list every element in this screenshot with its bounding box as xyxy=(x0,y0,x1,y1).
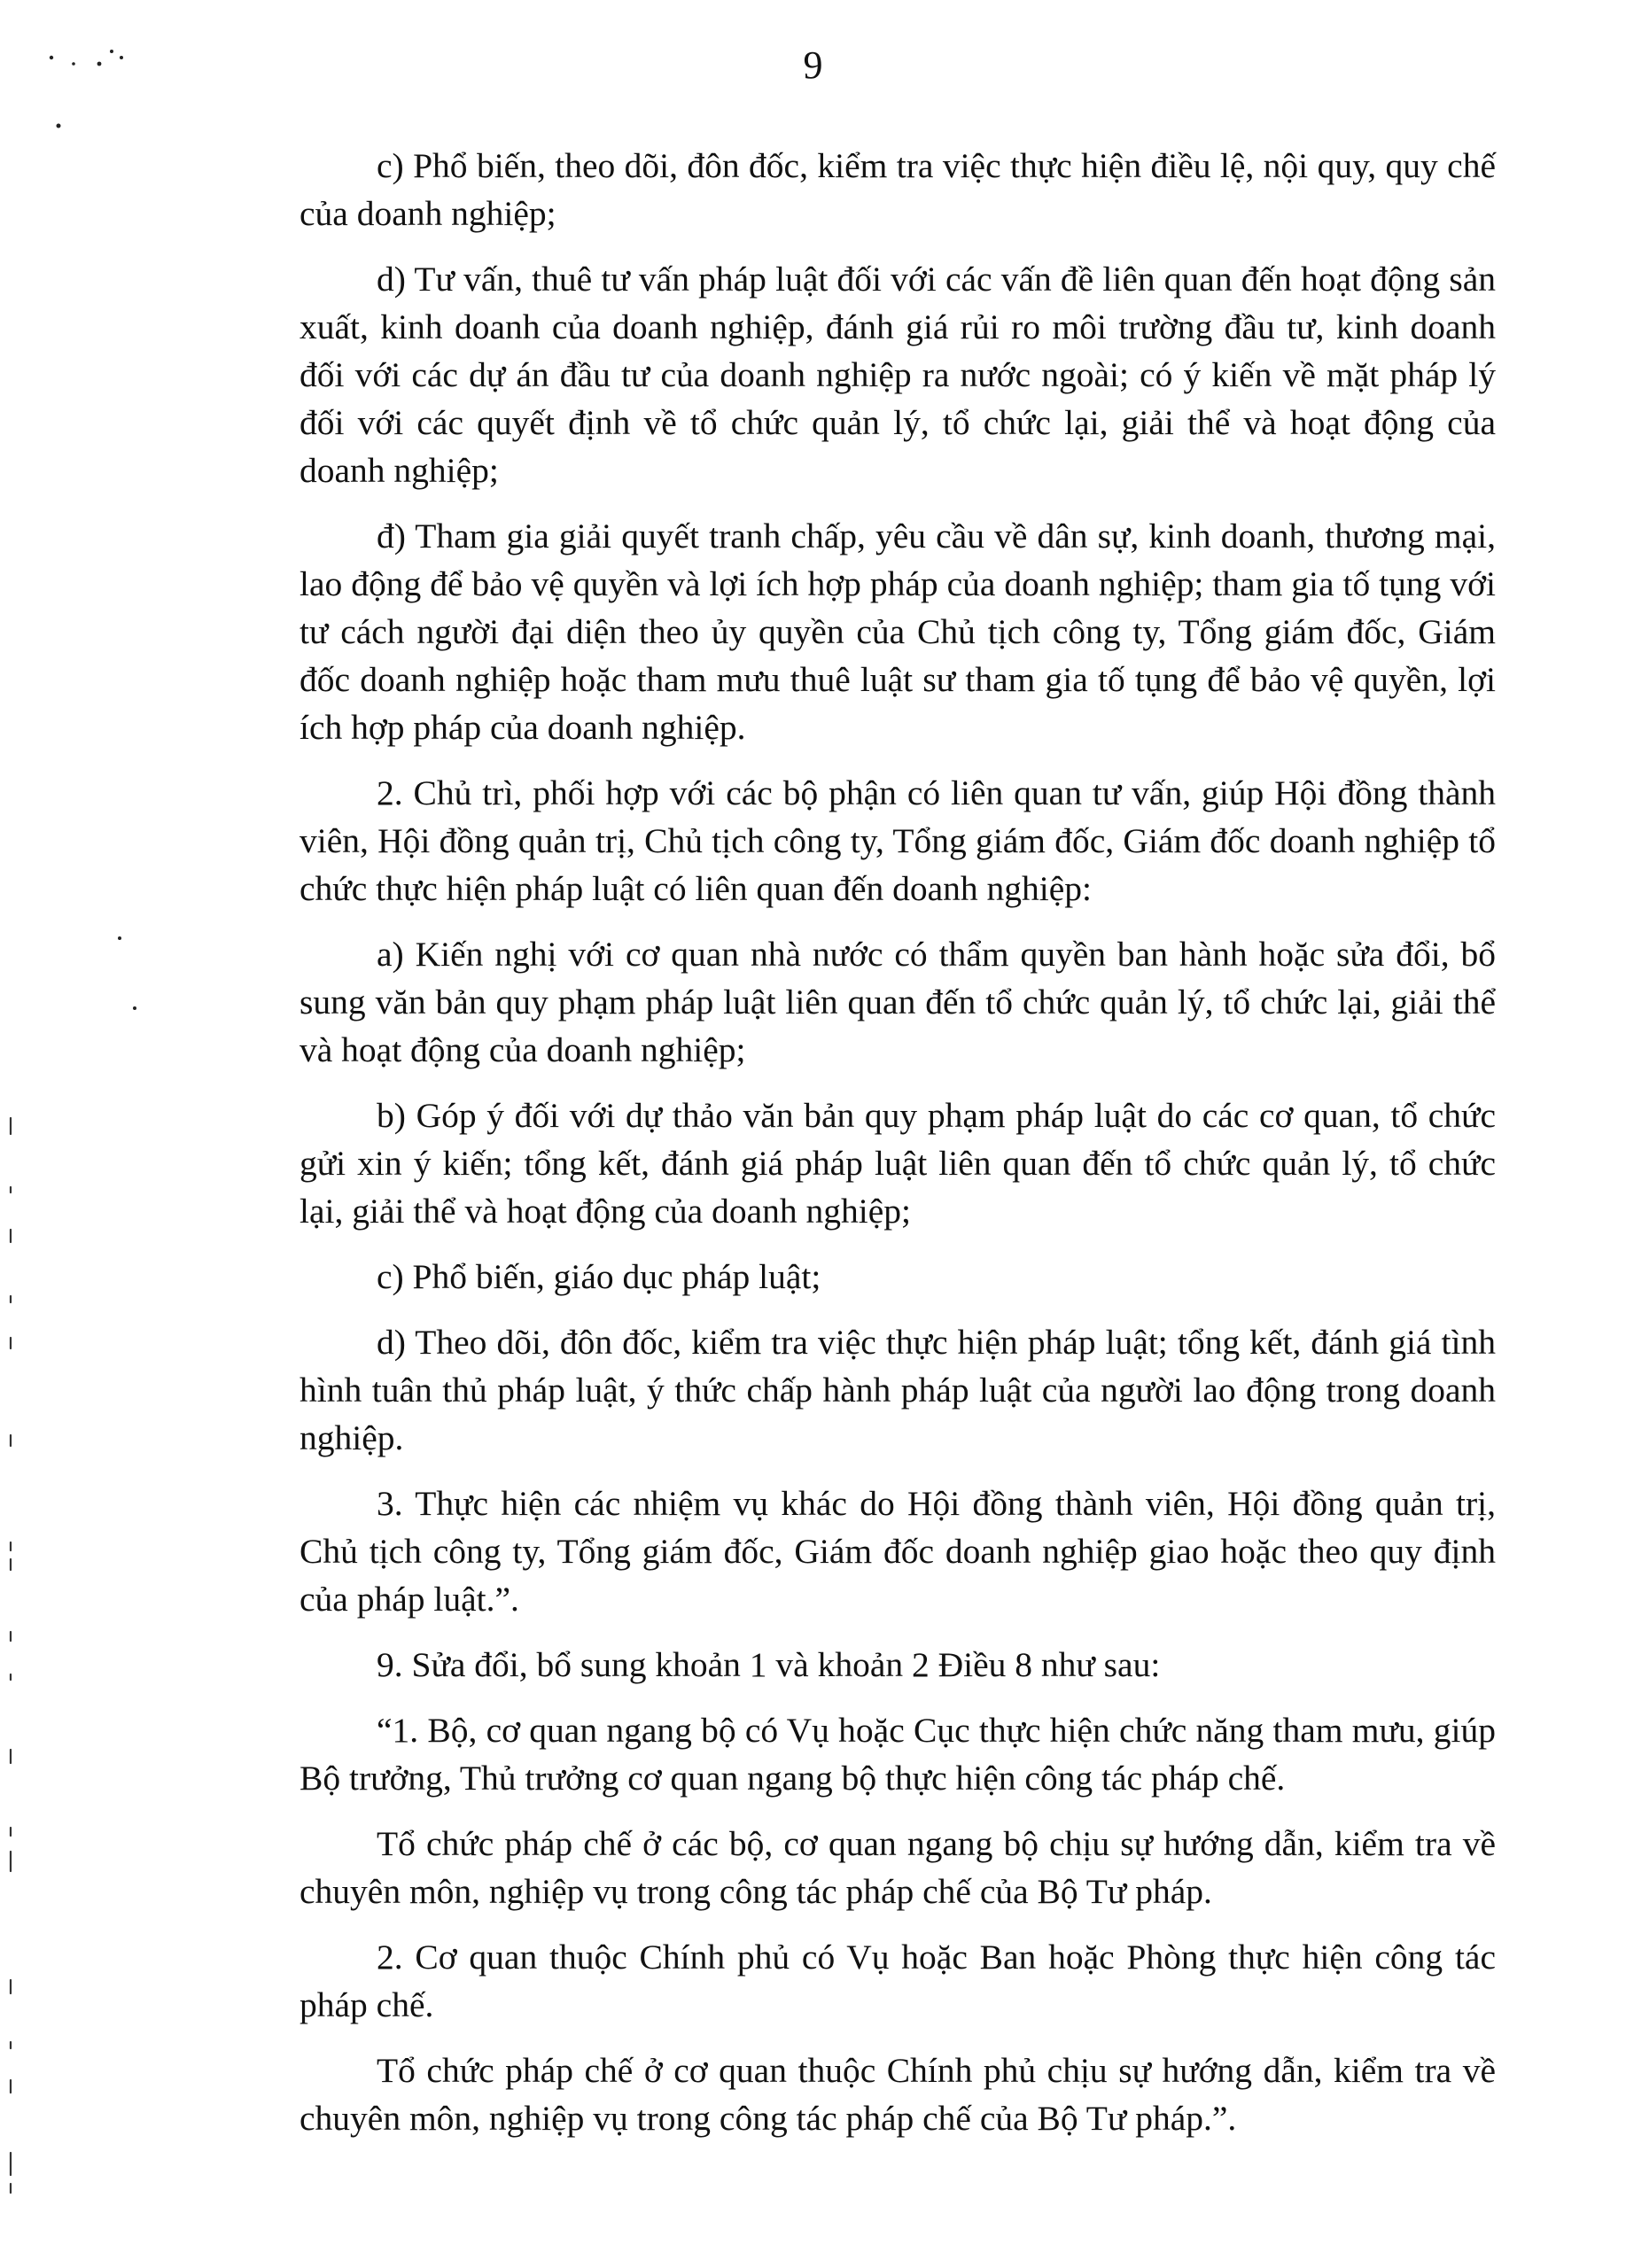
paragraph-2d: d) Theo dõi, đôn đốc, kiểm tra việc thực hiện pháp luật; tổng kết, đánh giá tình hình tuân thủ pháp luật, ý thức chấp hành pháp luật của người lao động trong doanh nghiệp. xyxy=(300,1323,1496,1457)
paragraph-2c: c) Phổ biến, giáo dục pháp luật; xyxy=(377,1257,821,1296)
paragraph-1d: d) Tư vấn, thuê tư vấn pháp luật đối với các vấn đề liên quan đến hoạt động sản xuất, kinh doanh của doanh nghiệp, đánh giá rủi ro môi trường đầu tư, kinh doanh đối với các dự án đầu tư của doanh nghiệp ra nước ngoài; có ý kiến về mặt pháp lý đối với các quyết định về tổ chức quản lý, tổ chức lại, giải thể và hoạt động của doanh nghiệp; xyxy=(300,260,1496,490)
paragraph-khoan-2-org: Tổ chức pháp chế ở cơ quan thuộc Chính phủ chịu sự hướng dẫn, kiểm tra về chuyên môn, nghiệp vụ trong công tác pháp chế của Bộ Tư pháp.”. xyxy=(300,2051,1496,2138)
paragraph-1dd: đ) Tham gia giải quyết tranh chấp, yêu cầu về dân sự, kinh doanh, thương mại, lao động để bảo vệ quyền và lợi ích hợp pháp của doanh nghiệp; tham gia tố tụng với tư cách người đại diện theo ủy quyền của Chủ tịch công ty, Tổng giám đốc, Giám đốc doanh nghiệp hoặc tham mưu thuê luật sư tham gia tố tụng để bảo vệ quyền, lợi ích hợp pháp của doanh nghiệp. xyxy=(300,517,1496,747)
paragraph-2: 2. Chủ trì, phối hợp với các bộ phận có liên quan tư vấn, giúp Hội đồng thành viên, Hội đồng quản trị, Chủ tịch công ty, Tổng giám đốc, Giám đốc doanh nghiệp tổ chức thực hiện pháp luật có liên quan đến doanh nghiệp: xyxy=(300,773,1496,908)
document-body xyxy=(300,142,1496,2160)
page-number: 9 xyxy=(803,43,823,87)
paragraph-2a: a) Kiến nghị với cơ quan nhà nước có thẩm quyền ban hành hoặc sửa đổi, bổ sung văn bản quy phạm pháp luật liên quan đến tổ chức quản lý, tổ chức lại, giải thể và hoạt động của doanh nghiệp; xyxy=(300,935,1496,1069)
paragraph-khoan-1-org: Tổ chức pháp chế ở các bộ, cơ quan ngang bộ chịu sự hướng dẫn, kiểm tra về chuyên môn, nghiệp vụ trong công tác pháp chế của Bộ Tư pháp. xyxy=(300,1824,1496,1911)
paragraph-amend-9: 9. Sửa đổi, bổ sung khoản 1 và khoản 2 Điều 8 như sau: xyxy=(377,1645,1161,1684)
paragraph-3: 3. Thực hiện các nhiệm vụ khác do Hội đồng thành viên, Hội đồng quản trị, Chủ tịch công ty, Tổng giám đốc, Giám đốc doanh nghiệp giao hoặc theo quy định của pháp luật.”. xyxy=(300,1484,1496,1619)
paragraph-2b: b) Góp ý đối với dự thảo văn bản quy phạm pháp luật do các cơ quan, tổ chức gửi xin ý kiến; tổng kết, đánh giá pháp luật liên quan đến tổ chức quản lý, tổ chức lại, giải thể và hoạt động của doanh nghiệp; xyxy=(300,1096,1496,1231)
paragraph-khoan-2: 2. Cơ quan thuộc Chính phủ có Vụ hoặc Ban hoặc Phòng thực hiện công tác pháp chế. xyxy=(300,1938,1496,2024)
paragraph-khoan-1: “1. Bộ, cơ quan ngang bộ có Vụ hoặc Cục thực hiện chức năng tham mưu, giúp Bộ trưởng, Thủ trưởng cơ quan ngang bộ thực hiện công tác pháp chế. xyxy=(300,1711,1496,1798)
paragraph-1c: c) Phổ biến, theo dõi, đôn đốc, kiểm tra việc thực hiện điều lệ, nội quy, quy chế của doanh nghiệp; xyxy=(300,146,1496,233)
